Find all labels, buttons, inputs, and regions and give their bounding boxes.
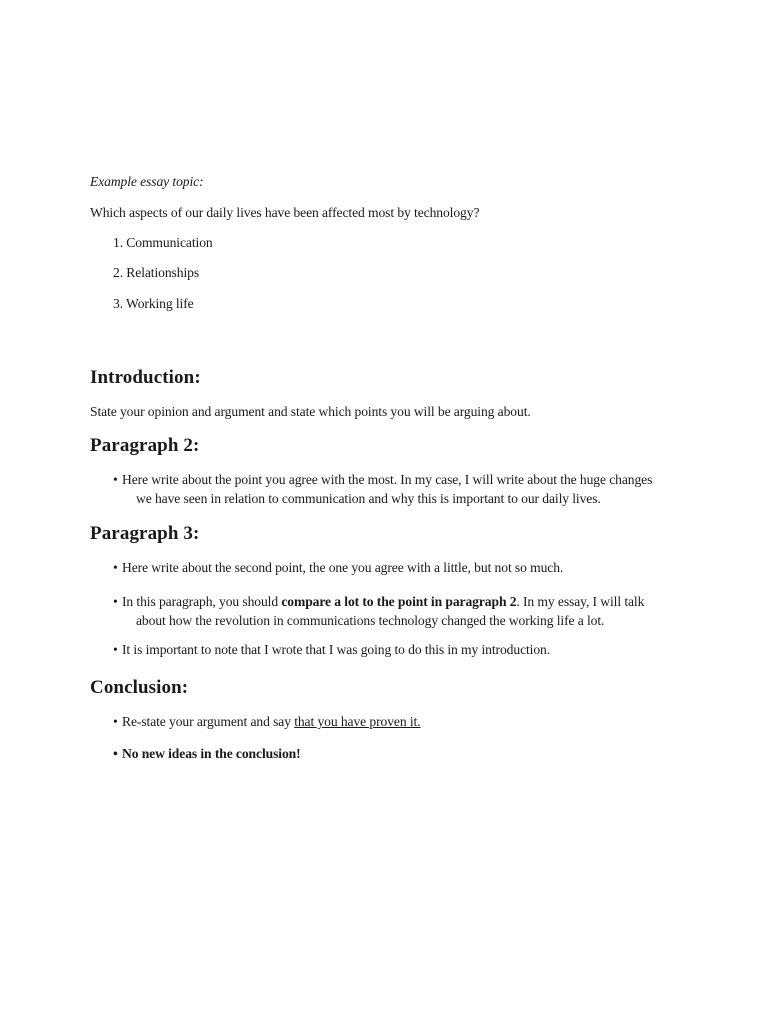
bullet-marker: • (113, 472, 118, 487)
introduction-heading: Introduction: (90, 367, 201, 388)
paragraph3-bullet-3-text: It is important to note that I wrote that I was going to do this in my introduction. (122, 642, 551, 657)
example-label: Example essay topic: (90, 174, 204, 189)
list-item-relationships: 2. Relationships (113, 265, 200, 280)
paragraph3-heading: Paragraph 3: (90, 523, 200, 544)
list-item-communication: 1. Communication (113, 235, 213, 250)
bullet-marker: • (113, 642, 118, 657)
conclusion-bullet-1-prefix: Re-state your argument and say (122, 714, 295, 729)
conclusion-heading: Conclusion: (90, 677, 189, 698)
paragraph2-bullet-1-line-1: Here write about the point you agree with the most. In my case, I will write about the huge changes (122, 472, 653, 487)
paragraph2-bullet-1-line-2: we have seen in relation to communication and why this is important to our daily lives. (136, 491, 601, 506)
paragraph3-bullet-2-prefix: In this paragraph, you should (122, 594, 282, 609)
bullet-marker: • (113, 594, 118, 609)
list-item-working-life: 3. Working life (113, 296, 194, 311)
conclusion-bullet-2 (113, 744, 723, 763)
bullet-marker: • (113, 560, 118, 575)
bullet-marker: • (113, 714, 118, 729)
paragraph3-bullet-1 (113, 558, 723, 577)
conclusion-bullet-1-underlined: that you have proven it. (294, 714, 421, 729)
paragraph3-bullet-2-suffix: . In my essay, I will talk (516, 594, 645, 609)
paragraph3-bullet-1-text: Here write about the second point, the one you agree with a little, but not so much. (122, 560, 564, 575)
example-question: Which aspects of our daily lives have been affected most by technology? (90, 205, 480, 220)
paragraph3-bullet-2-bold: compare a lot to the point in paragraph 2 (281, 594, 517, 609)
conclusion-bullet-2-text: No new ideas in the conclusion! (122, 746, 301, 761)
conclusion-bullet-1 (113, 712, 723, 731)
paragraph3-bullet-2 (113, 592, 723, 630)
paragraph2-bullet-1 (113, 470, 723, 508)
bullet-marker: • (113, 746, 118, 761)
paragraph3-bullet-3 (113, 640, 723, 659)
paragraph2-heading: Paragraph 2: (90, 435, 200, 456)
introduction-text: State your opinion and argument and state which points you will be arguing about. (90, 404, 531, 419)
paragraph3-bullet-2-line-2: about how the revolution in communications technology changed the working life a lot. (136, 613, 605, 628)
